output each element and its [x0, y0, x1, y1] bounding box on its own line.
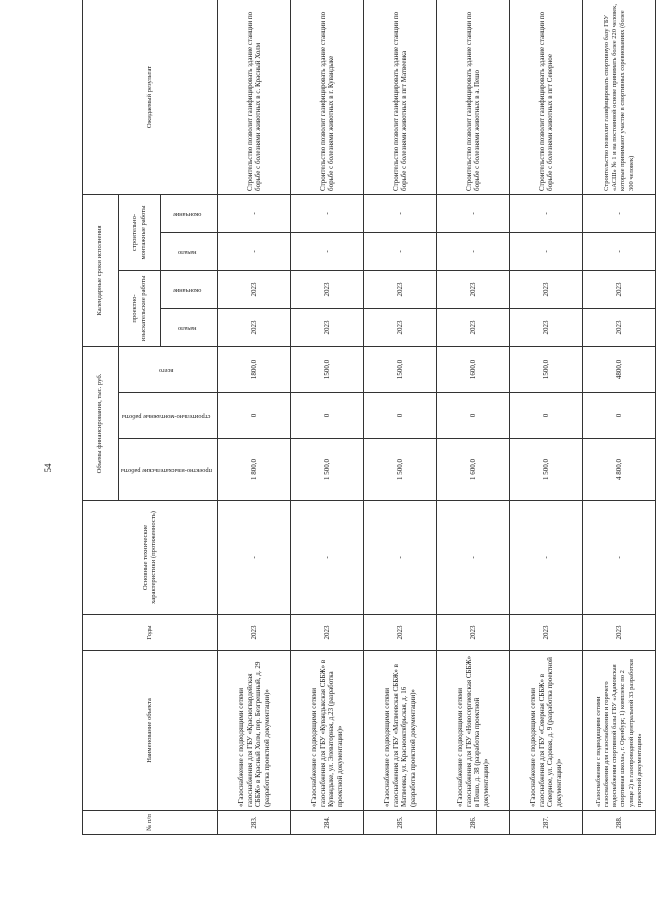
page-number: 54 [43, 463, 53, 473]
construction-cost: 0 [437, 393, 510, 439]
construction-end: - [583, 194, 656, 232]
design-start: 2023 [364, 309, 437, 347]
construction-start: - [218, 233, 291, 271]
row-characteristics: - [510, 501, 583, 615]
total-cost: 1500,0 [291, 347, 364, 393]
construction-start: - [583, 233, 656, 271]
row-years: 2023 [437, 615, 510, 651]
header-sched-construction: строительно-монтажные работы [119, 194, 161, 270]
object-name: «Газоснабжение с подводящими сетями газоснабжения для газоснабжения и горячего водоснабжения спортивной базы ГБУ «Адамовская спортивная школа», г. Оренбург, 1) комплекс по 2 улице 2) в газопроводной центральной 33 разработки проектной документации» [583, 651, 656, 811]
construction-end: - [364, 194, 437, 232]
row-characteristics: - [218, 501, 291, 615]
table-row [364, 0, 437, 835]
design-cost: 1 600,0 [437, 439, 510, 501]
design-end: 2023 [437, 271, 510, 309]
expected-result: Строительство позволит газифицировать здание станции по борьбе с болезнями животных в пгт Северное [510, 0, 583, 194]
design-start: 2023 [291, 309, 364, 347]
row-years: 2023 [583, 615, 656, 651]
design-start: 2023 [437, 309, 510, 347]
construction-start: - [437, 233, 510, 271]
object-name: «Газоснабжение с подводящими сетями газоснабжения для ГБУ «Новосергиевская СББЖ» в Пешо, д. 38 (разработка проектной документации)» [437, 651, 510, 811]
rotated-table-area [82, 0, 644, 835]
table-row [291, 0, 364, 835]
object-name: «Газоснабжение с подводящими сетями газоснабжения для ГБУ «Северная СББЖ» в Северное, ул. Садовая, д. 9 (разработка проектной документации)» [510, 651, 583, 811]
row-characteristics: - [291, 501, 364, 615]
construction-end: - [218, 194, 291, 232]
header-number: № п/п [83, 811, 218, 835]
design-start: 2023 [218, 309, 291, 347]
table-row [437, 0, 510, 835]
total-cost: 1800,0 [218, 347, 291, 393]
header-schedule: Календарные сроки исполнения [83, 194, 119, 346]
row-characteristics: - [437, 501, 510, 615]
construction-end: - [510, 194, 583, 232]
header-financing: Объемы финансирования, тыс. руб. [83, 347, 119, 501]
row-number: 283. [218, 811, 291, 835]
row-years: 2023 [510, 615, 583, 651]
table-row [583, 0, 656, 835]
header-design-start: начало [161, 309, 218, 347]
row-number: 285. [364, 811, 437, 835]
table-row [510, 0, 583, 835]
construction-cost: 0 [291, 393, 364, 439]
total-cost: 1500,0 [364, 347, 437, 393]
header-characteristics: Основные технические характеристики (протяженность) [83, 501, 218, 615]
design-end: 2023 [291, 271, 364, 309]
design-start: 2023 [583, 309, 656, 347]
row-characteristics: - [583, 501, 656, 615]
construction-end: - [291, 194, 364, 232]
expected-result: Строительство позволит газифицировать здание станции по борьбе с болезнями животных в пгт Матвеевка [364, 0, 437, 194]
total-cost: 1600,0 [437, 347, 510, 393]
table-row [218, 0, 291, 835]
expected-result: Строительство позволит газифицировать здание станции по борьбе с болезнями животных в г. Кувандыке [291, 0, 364, 194]
design-cost: 1 500,0 [364, 439, 437, 501]
total-cost: 1500,0 [510, 347, 583, 393]
design-end: 2023 [583, 271, 656, 309]
design-end: 2023 [364, 271, 437, 309]
expected-result: Строительство позволит газифицировать здание станции по борьбе с болезнями животных в а. Пешо [437, 0, 510, 194]
design-end: 2023 [218, 271, 291, 309]
design-cost: 1 500,0 [291, 439, 364, 501]
construction-cost: 0 [218, 393, 291, 439]
construction-end: - [437, 194, 510, 232]
header-object-name: Наименование объекта [83, 651, 218, 811]
design-cost: 1 500,0 [510, 439, 583, 501]
design-cost: 4 800,0 [583, 439, 656, 501]
header-construction-end: окончание [161, 194, 218, 232]
row-years: 2023 [364, 615, 437, 651]
header-fin-construction: строительно-монтажные работы [119, 393, 218, 439]
investment-table [82, 0, 656, 835]
header-design-end: окончание [161, 271, 218, 309]
design-start: 2023 [510, 309, 583, 347]
construction-start: - [364, 233, 437, 271]
header-fin-total: всего [119, 347, 218, 393]
construction-cost: 0 [510, 393, 583, 439]
object-name: «Газоснабжение с подводящими сетями газоснабжения для ГБУ «Матвеевская СББЖ» в Матвеевка, ул. Краснооктябрьская, д. 16 (разработка проектной документации)» [364, 651, 437, 811]
object-name: «Газоснабжение с подводящими сетями газоснабжения для ГБУ «Красногвардейская СББЖ» в Красный Холм, пер. Безгрешный, д. 29 (разработка проектной документации)» [218, 651, 291, 811]
row-number: 284. [291, 811, 364, 835]
header-row-top [83, 0, 119, 835]
total-cost: 4800,0 [583, 347, 656, 393]
construction-cost: 0 [364, 393, 437, 439]
design-cost: 1 800,0 [218, 439, 291, 501]
header-years: Годы [83, 615, 218, 651]
header-result: Ожидаемый результат [83, 0, 218, 194]
row-number: 287. [510, 811, 583, 835]
row-years: 2023 [218, 615, 291, 651]
row-characteristics: - [364, 501, 437, 615]
construction-start: - [291, 233, 364, 271]
header-sched-design: проектно-изыскательские работы [119, 271, 161, 347]
header-fin-design: проектно-изыскательские работы [119, 439, 218, 501]
expected-result: Строительство позволит газифицировать здание станции по борьбе с болезнями животных в с. Красный Холм [218, 0, 291, 194]
construction-start: - [510, 233, 583, 271]
header-construction-start: начало [161, 233, 218, 271]
row-number: 288. [583, 811, 656, 835]
object-name: «Газоснабжение с подводящими сетями газоснабжения для ГБУ «Кувандыкская СББЖ» в Кувандыке, ул. Элеваторная, д.23 (разработка проектной документации)» [291, 651, 364, 811]
row-number: 286. [437, 811, 510, 835]
expected-result: Строительство позволит газифицировать спортивную базу ГБУ «АСШ» № 1 и на постоянной основе принимать более 220 человек, которые принимают участие в спортивных соревнованиях (более 300 человек) [583, 0, 656, 194]
design-end: 2023 [510, 271, 583, 309]
row-years: 2023 [291, 615, 364, 651]
construction-cost: 0 [583, 393, 656, 439]
